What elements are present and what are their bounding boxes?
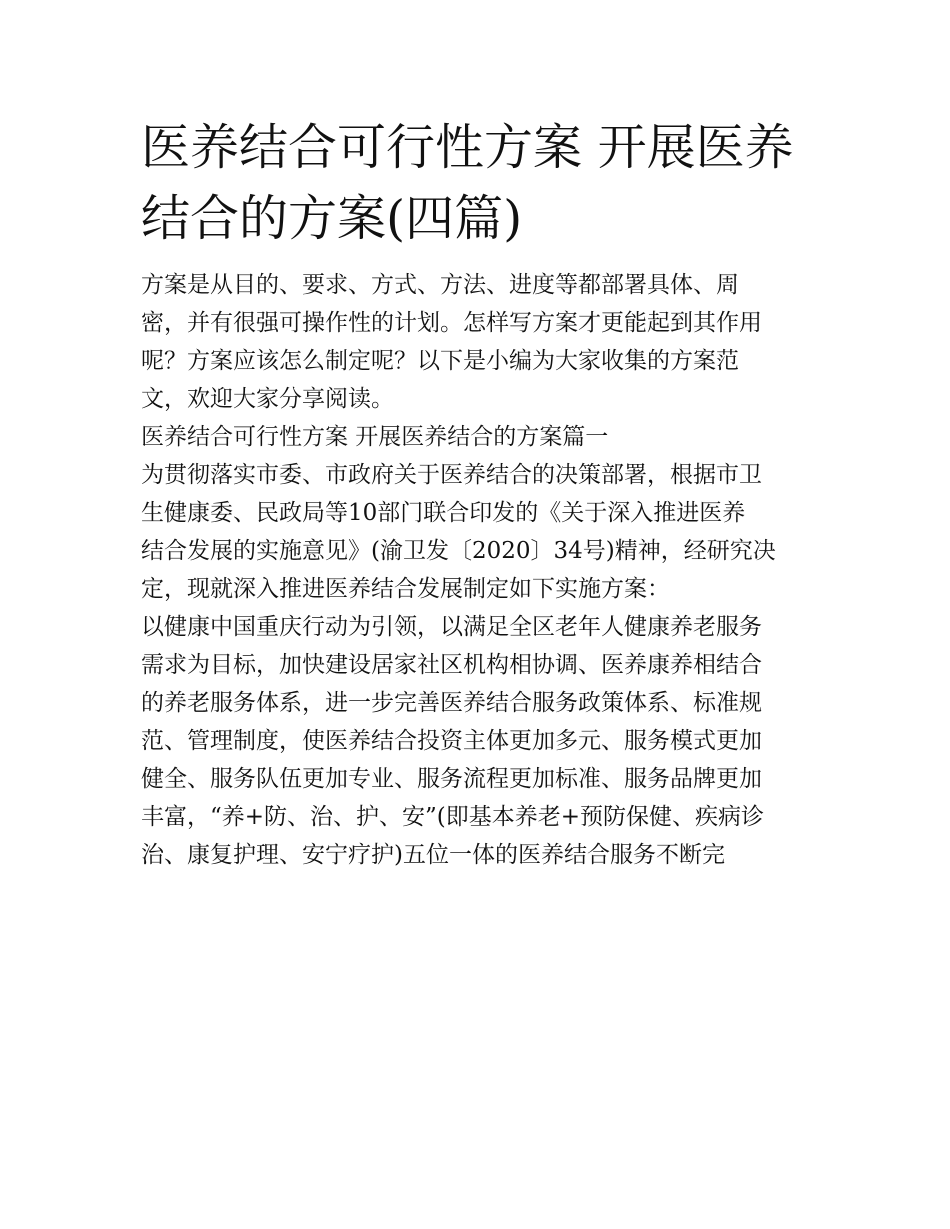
text-line: 为贯彻落实市委、市政府关于医养结合的决策部署，根据市卫 <box>141 462 762 488</box>
title-line: 结合的方案(四篇) <box>141 190 523 247</box>
text-line: 丰富，“养+防、治、护、安”(即基本养老+预防保健、疾病诊 <box>141 804 765 830</box>
text-line: 密，并有很强可操作性的计划。怎样写方案才更能起到其作用 <box>141 310 762 336</box>
section-heading <box>141 418 813 456</box>
text-line: 需求为目标，加快建设居家社区机构相协调、医养康养相结合 <box>141 652 762 678</box>
document-page <box>141 112 813 874</box>
document-title <box>141 112 813 254</box>
document-body <box>141 266 813 874</box>
text-line: 以健康中国重庆行动为引领，以满足全区老年人健康养老服务 <box>141 614 762 640</box>
text-line: 生健康委、民政局等10部门联合印发的《关于深入推进医养 <box>141 500 746 526</box>
text-line: 文，欢迎大家分享阅读。 <box>141 386 394 412</box>
text-line: 医养结合可行性方案 开展医养结合的方案篇一 <box>141 424 609 450</box>
text-line: 健全、服务队伍更加专业、服务流程更加标准、服务品牌更加 <box>141 766 762 792</box>
intro-paragraph <box>141 266 813 418</box>
text-line: 治、康复护理、安宁疗护)五位一体的医养结合服务不断完 <box>141 842 725 868</box>
text-line: 方案是从目的、要求、方式、方法、进度等都部署具体、周 <box>141 272 739 298</box>
text-line: 结合发展的实施意见》(渝卫发〔2020〕34号)精神，经研究决 <box>141 538 776 564</box>
body-paragraph <box>141 456 813 608</box>
text-line: 呢？方案应该怎么制定呢？以下是小编为大家收集的方案范 <box>141 348 739 374</box>
body-paragraph <box>141 608 813 874</box>
text-line: 范、管理制度，使医养结合投资主体更加多元、服务模式更加 <box>141 728 762 754</box>
title-line: 医养结合可行性方案 开展医养 <box>141 119 794 176</box>
text-line: 的养老服务体系，进一步完善医养结合服务政策体系、标准规 <box>141 690 762 716</box>
text-line: 定，现就深入推进医养结合发展制定如下实施方案： <box>141 576 670 602</box>
